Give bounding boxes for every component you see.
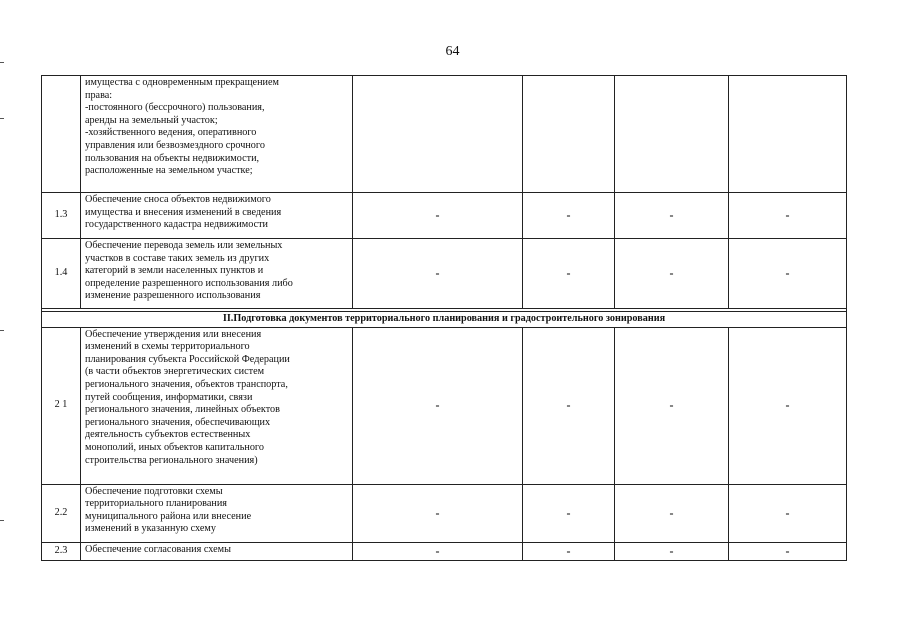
description-line: участков в составе таких земель из других [85,252,270,264]
row-number: 2.2 [42,484,81,542]
description-line: изменений в указанную схему [85,523,216,535]
description-line: регионального значения, линейных объектов [85,404,280,416]
table-row [42,484,847,542]
value-cell-c1: - [353,239,523,309]
table-section-1 [42,76,847,309]
value-cell-c1: - [353,193,523,239]
scan-edge-mark [0,520,4,521]
description-line: имущества и внесения изменений в сведения [85,206,282,218]
scan-edge-mark [0,62,4,63]
value-cell-c2: - [523,193,615,239]
description-line: -постоянного (бессрочного) пользования, [85,102,265,114]
value-cell-c2: - [523,484,615,542]
table-row [42,542,847,560]
row-description [81,484,353,542]
description-line: Обеспечение перевода земель или земельных [85,240,283,251]
description-line: определение разрешенного использования либо [85,277,293,289]
table-row [42,327,847,484]
description-line: регионального значения, объектов транспорта, [85,378,288,390]
value-cell-c3: - [615,193,729,239]
description-line: путей сообщения, информатики, связи [85,391,253,403]
scan-edge-mark [0,330,4,331]
value-cell-c1: - [353,542,523,560]
row-description [81,76,353,193]
value-cell-c2 [523,76,615,193]
value-cell-c2: - [523,327,615,484]
table-row [42,239,847,309]
plan-table [41,75,847,561]
value-cell-c3: - [615,542,729,560]
table-row [42,76,847,193]
description-line: государственного кадастра недвижимости [85,219,268,231]
description-line: регионального значения, обеспечивающих [85,416,271,428]
value-cell-c3: - [615,484,729,542]
table-section-2-header [42,309,847,328]
description-line: изменений в схемы территориального [85,341,250,353]
description-line: аренды на земельный участок; [85,114,218,126]
description-line: расположенные на земельном участке; [85,165,253,177]
value-cell-c4: - [729,239,847,309]
value-cell-c4: - [729,542,847,560]
description-line: монополий, иных объектов капитального [85,441,264,453]
description-line: Обеспечение утверждения или внесения [85,328,262,340]
row-description [81,193,353,239]
section-heading: II.Подготовка документов территориального планирования и градостроительного зонирования [42,312,847,328]
description-line: пользования на объекты недвижимости, [85,152,260,164]
description-line: -хозяйственного ведения, оперативного [85,127,257,139]
value-cell-c2: - [523,239,615,309]
description-line: изменение разрешенного использования [85,290,261,302]
description-line: имущества с одновременным прекращением [85,77,279,88]
row-number: 2 1 [42,327,81,484]
value-cell-c4: - [729,327,847,484]
table-row [42,193,847,239]
value-cell-c3: - [615,327,729,484]
description-line: Обеспечение согласования схемы [85,543,231,555]
value-cell-c3: - [615,239,729,309]
row-number: 1.4 [42,239,81,309]
value-cell-c3 [615,76,729,193]
description-line: муниципального района или внесение [85,510,252,522]
description-line: (в части объектов энергетических систем [85,366,265,378]
value-cell-c1 [353,76,523,193]
description-line: категорий в земли населенных пунктов и [85,265,264,277]
row-number: 1.3 [42,193,81,239]
value-cell-c4: - [729,484,847,542]
description-line: Обеспечение подготовки схемы [85,485,223,497]
description-line: строительства регионального значения) [85,454,258,466]
page-number: 64 [445,44,460,59]
description-line: права: [85,89,113,101]
row-number [42,76,81,193]
description-line: Обеспечение сноса объектов недвижимого [85,194,271,205]
row-number: 2.3 [42,542,81,560]
scan-edge-mark [0,118,4,119]
description-line: территориального планирования [85,498,227,510]
description-line: управления или безвозмездного срочного [85,139,265,151]
row-description [81,542,353,560]
value-cell-c1: - [353,484,523,542]
value-cell-c1: - [353,327,523,484]
value-cell-c4: - [729,193,847,239]
row-description [81,327,353,484]
description-line: планирования субъекта Российской Федерации [85,353,290,365]
value-cell-c4 [729,76,847,193]
value-cell-c2: - [523,542,615,560]
table-section-2 [42,327,847,560]
description-line: деятельность субъектов естественных [85,429,251,441]
row-description [81,239,353,309]
section-heading-row [42,312,847,328]
